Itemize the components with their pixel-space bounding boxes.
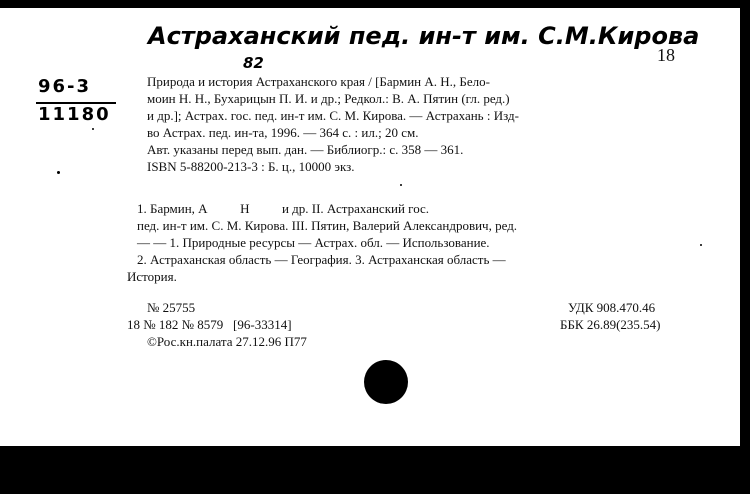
tracing-line: 2. Астраханская область — География. 3. Астраханская область — xyxy=(137,252,506,267)
tracing-line: 1. Бармин, А Н и др. II. Астраханский гос. xyxy=(137,201,430,216)
scan-speck xyxy=(400,184,402,186)
call-number-top: 96-3 xyxy=(38,76,92,97)
scan-speck xyxy=(700,244,702,246)
record-number: № 25755 xyxy=(147,300,196,315)
handwritten-institution: Астраханский пед. ин-т им. С.М.Кирова xyxy=(148,22,700,50)
bibliography-note: Авт. указаны перед вып. дан. — Библиогр.: с. 358 — 361. xyxy=(147,142,464,157)
notes-block xyxy=(147,141,667,175)
scan-speck xyxy=(92,128,94,130)
bibliographic-description xyxy=(137,73,697,141)
tracing-line: — — 1. Природные ресурсы — Астрах. обл. — Использование. xyxy=(137,235,490,250)
punch-hole xyxy=(364,360,408,404)
description-line: и др.]; Астрах. гос. пед. ин-т им. С. М. Кирова. — Астрахань : Изд- xyxy=(147,108,519,123)
udk-code: УДК 908.470.46 xyxy=(568,300,656,315)
tracing-line: История. xyxy=(127,269,177,284)
catalog-card xyxy=(0,8,740,446)
classification-codes xyxy=(560,299,661,333)
subject-tracing xyxy=(127,200,697,285)
page-number: 18 xyxy=(657,45,675,65)
description-line: во Астрах. пед. ин-та, 1996. — 364 с. : ил.; 20 см. xyxy=(147,125,419,140)
isbn-line: ISBN 5-88200-213-3 : Б. ц., 10000 экз. xyxy=(147,159,355,174)
tracing-line: пед. ин-т им. С. М. Кирова. III. Пятин, Валерий Александрович, ред. xyxy=(137,218,518,233)
card-numbers: 18 № 182 № 8579 [96-33314] xyxy=(127,317,292,332)
chamber-stamp: ©Рос.кн.палата 27.12.96 П77 xyxy=(147,334,307,349)
scan-speck xyxy=(57,171,60,174)
bbk-code: ББК 26.89(235.54) xyxy=(560,317,661,332)
registration-numbers xyxy=(127,299,307,350)
call-number-bottom: 11180 xyxy=(38,104,111,125)
handwritten-shelf-note: 82 xyxy=(243,54,264,72)
description-line: Природа и история Астраханского края / [Бармин А. Н., Бело- xyxy=(147,74,490,89)
description-line: моин Н. Н., Бухарицын П. И. и др.; Редкол.: В. А. Пятин (гл. ред.) xyxy=(147,91,510,106)
